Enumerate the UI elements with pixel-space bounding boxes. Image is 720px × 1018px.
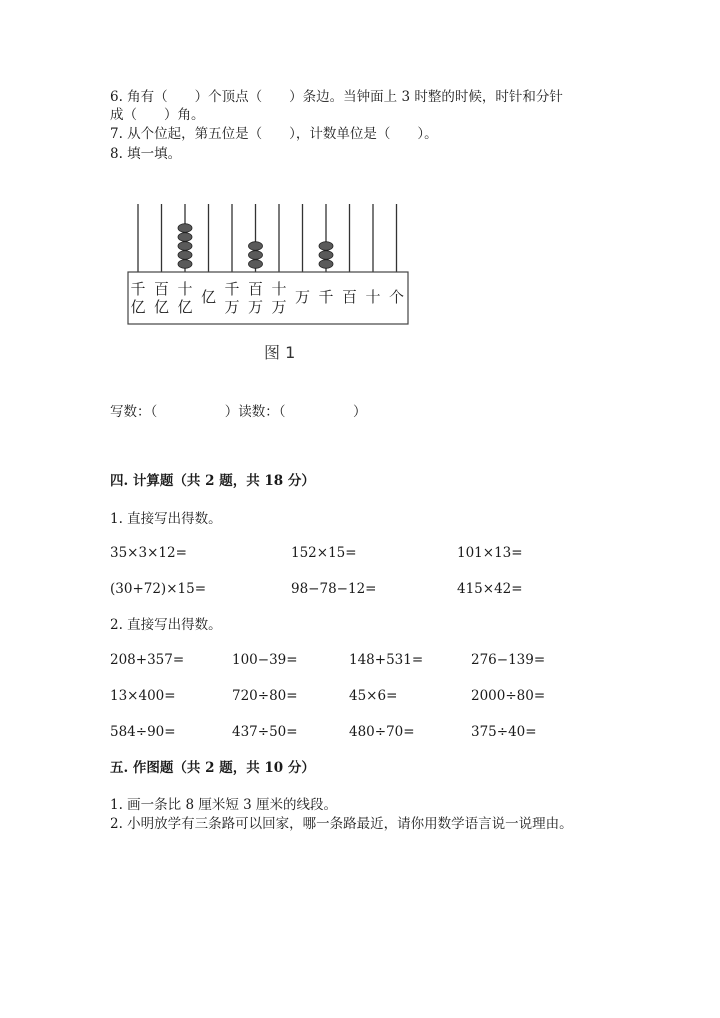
question-6-line1: 6. 角有（ ）个顶点（ ）条边。当钟面上 3 时整的时候，时针和分针	[110, 89, 563, 105]
section-5-q1: 1. 画一条比 8 厘米短 3 厘米的线段。	[110, 797, 338, 813]
abacus-label-bottom: 亿	[153, 298, 170, 316]
abacus-label-bottom: 万	[224, 298, 240, 316]
section-4-title: 四. 计算题（共 2 题，共 18 分）	[110, 473, 315, 489]
section-4-q1-title: 1. 直接写出得数。	[110, 511, 222, 527]
calc-cell: 148+531=	[349, 652, 424, 668]
figure-caption: 图 1	[264, 343, 296, 362]
abacus-bead	[178, 224, 192, 233]
section-5-title: 五. 作图题（共 2 题，共 10 分）	[110, 760, 315, 776]
calc-cell: 720÷80=	[232, 688, 298, 704]
calc-cell: 437÷50=	[232, 724, 298, 740]
abacus-label-top: 百	[341, 288, 358, 306]
abacus-label-top: 百	[153, 280, 170, 298]
calc-cell: 100−39=	[232, 652, 298, 668]
abacus-label-top: 千	[318, 288, 334, 306]
abacus-bead	[178, 251, 192, 260]
abacus-label-top: 百	[247, 280, 264, 298]
abacus-bead	[249, 242, 263, 251]
section-5-q2: 2. 小明放学有三条路可以回家，哪一条路最近，请你用数学语言说一说理由。	[110, 816, 573, 832]
abacus-label-top: 十	[365, 288, 381, 306]
abacus-label-bottom: 亿	[130, 298, 146, 316]
calc-cell: 2000÷80=	[471, 688, 546, 704]
abacus-label-bottom: 万	[271, 298, 287, 316]
abacus-bead	[249, 251, 263, 260]
calc-cell: (30+72)×15=	[110, 581, 207, 597]
abacus-label-top: 万	[294, 288, 311, 306]
abacus-label-top: 十	[177, 280, 193, 298]
abacus-figure	[120, 198, 420, 368]
calc-cell: 415×42=	[457, 581, 523, 597]
calc-cell: 152×15=	[291, 545, 357, 561]
calc-cell: 35×3×12=	[110, 545, 187, 561]
calc-cell: 98−78−12=	[291, 581, 377, 597]
abacus-bead	[319, 251, 333, 260]
abacus-bead	[319, 242, 333, 251]
abacus-label-bottom: 亿	[177, 298, 193, 316]
abacus-bead	[178, 260, 192, 269]
abacus-bead	[178, 233, 192, 242]
question-7: 7. 从个位起，第五位是（ ），计数单位是（ ）。	[110, 126, 438, 142]
abacus-bead	[249, 260, 263, 269]
abacus-rods	[138, 204, 397, 272]
abacus-label-top: 十	[271, 280, 287, 298]
abacus-label-top: 亿	[200, 288, 217, 306]
calc-cell: 101×13=	[457, 545, 523, 561]
write-read-prompt: 写数：（ ）读数：（ ）	[110, 404, 367, 420]
calc-cell: 584÷90=	[110, 724, 176, 740]
abacus-label-top: 千	[224, 280, 240, 298]
calc-cell: 208+357=	[110, 652, 185, 668]
calc-cell: 276−139=	[471, 652, 546, 668]
abacus-label-bottom: 万	[247, 298, 264, 316]
calc-cell: 480÷70=	[349, 724, 415, 740]
abacus-bead	[319, 260, 333, 269]
abacus-label-top: 千	[130, 280, 146, 298]
question-8: 8. 填一填。	[110, 146, 182, 162]
abacus-bead	[178, 242, 192, 251]
calc-cell: 45×6=	[349, 688, 398, 704]
calc-cell: 375÷40=	[471, 724, 537, 740]
question-6-line2: 成（ ）角。	[110, 107, 205, 123]
section-4-q2-title: 2. 直接写出得数。	[110, 617, 222, 633]
abacus-label-top: 个	[388, 288, 405, 306]
calc-cell: 13×400=	[110, 688, 176, 704]
